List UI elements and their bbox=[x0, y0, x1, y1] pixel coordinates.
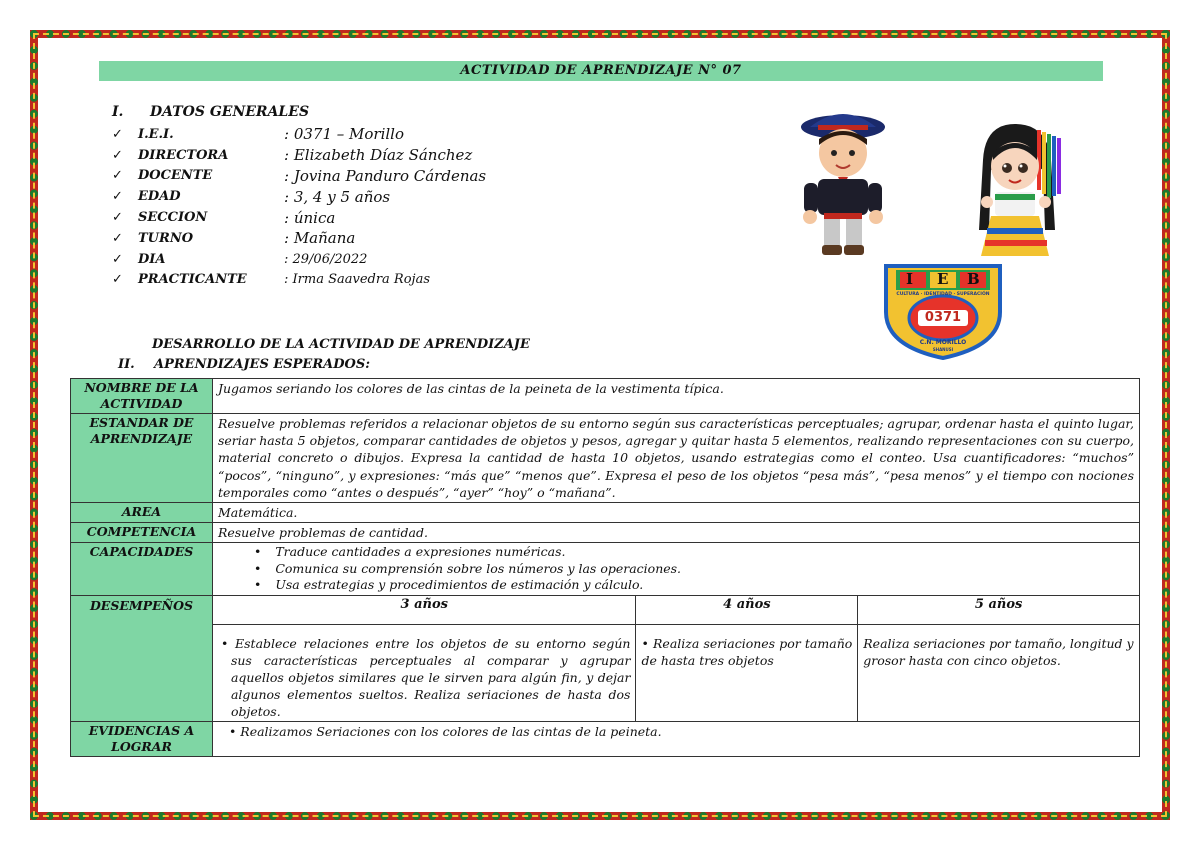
datos-row bbox=[112, 228, 486, 249]
badge-letter: I bbox=[906, 270, 914, 288]
badge-motto: CULTURA · IDENTIDAD · SUPERACIÓN bbox=[896, 292, 990, 297]
datos-label: DOCENTE bbox=[138, 168, 213, 184]
evidencias-label: EVIDENCIAS A LOGRAR bbox=[71, 721, 213, 756]
check-icon: ✓ bbox=[112, 251, 123, 267]
page-title: ACTIVIDAD DE APRENDIZAJE N° 07 bbox=[99, 61, 1103, 81]
datos-label: DIA bbox=[138, 251, 166, 267]
badge-school: C.N. MORILLO bbox=[919, 339, 967, 346]
check-icon: ✓ bbox=[112, 230, 123, 246]
datos-value: : Jovina Panduro Cárdenas bbox=[284, 166, 487, 185]
activity-table bbox=[70, 378, 1140, 757]
check-icon: ✓ bbox=[112, 210, 123, 226]
section-number: I. bbox=[112, 104, 124, 120]
datos-row bbox=[112, 124, 486, 145]
nombre-label: NOMBRE DE LA ACTIVIDAD bbox=[71, 379, 213, 414]
school-badge bbox=[882, 262, 1004, 360]
datos-value: : 29/06/2022 bbox=[284, 251, 368, 267]
capacidades-cell bbox=[212, 543, 1139, 596]
datos-label: EDAD bbox=[138, 189, 181, 205]
nombre-value: Jugamos seriando los colores de las cintas de la peineta de la vestimenta típica. bbox=[212, 379, 1139, 414]
desempeno-value-3: • Establece relaciones entre los objetos de su entorno según sus características perceptuales al comparar y agrupar aquellos objetos similares que le sirven para algún fin, y dejar algunos elementos sueltos. Realiza seriaciones de hasta dos objetos. bbox=[212, 624, 636, 721]
datos-row bbox=[112, 145, 486, 166]
datos-label: SECCION bbox=[138, 210, 208, 226]
check-icon: ✓ bbox=[112, 272, 123, 288]
table-row bbox=[71, 523, 1140, 543]
table-row bbox=[71, 414, 1140, 503]
datos-generales bbox=[112, 104, 486, 290]
table-row bbox=[71, 543, 1140, 596]
datos-label: DIRECTORA bbox=[138, 147, 229, 163]
table-row bbox=[71, 595, 1140, 624]
table-row bbox=[71, 721, 1140, 756]
competencia-label: COMPETENCIA bbox=[71, 523, 213, 543]
estandar-label: ESTANDAR DE APRENDIZAJE bbox=[71, 414, 213, 503]
estandar-value: Resuelve problemas referidos a relacionar objetos de su entorno según sus características perceptuales; agrupar, ordenar hasta el quinto lugar, seriar hasta 5 objetos, comparar cantidades de objetos y pesos, agregar y quitar hasta 5 elementos, realizando representaciones con su cuerpo, material concreto o dibujos. Expresa la cantidad de hasta 10 objetos, usando estrategias como el conteo. Usa cuantificadores: “muchos” “pocos”, “ninguno”, y expresiones: “más que” “menos que”. Expresa el peso de los objetos “pesa más”, “pesa menos” y el tiempo con nociones temporales como “antes o después”, “ayer” “hoy” o “mañana”. bbox=[212, 414, 1139, 503]
competencia-value: Resuelve problemas de cantidad. bbox=[212, 523, 1139, 543]
datos-row bbox=[112, 270, 486, 291]
datos-value: : Irma Saavedra Rojas bbox=[284, 272, 431, 288]
datos-label: PRACTICANTE bbox=[138, 272, 247, 288]
table-row bbox=[71, 624, 1140, 721]
badge-letter: B bbox=[967, 270, 980, 288]
datos-row bbox=[112, 207, 486, 228]
list-item: • Traduce cantidades a expresiones numéricas. bbox=[276, 544, 1134, 561]
desempeno-header-5: 5 años bbox=[858, 595, 1140, 624]
desempeno-value-5: Realiza seriaciones por tamaño, longitud y grosor hasta con cinco objetos. bbox=[858, 624, 1140, 721]
capacidades-list bbox=[218, 544, 1134, 594]
check-icon: ✓ bbox=[112, 168, 123, 184]
datos-label: I.E.I. bbox=[138, 126, 174, 142]
evidencias-value: • Realizamos Seriaciones con los colores de las cintas de la peineta. bbox=[212, 721, 1139, 756]
section-heading: APRENDIZAJES ESPERADOS: bbox=[154, 357, 371, 372]
datos-value: : 3, 4 y 5 años bbox=[284, 187, 391, 206]
datos-row bbox=[112, 249, 486, 270]
badge-number: 0371 bbox=[924, 310, 962, 325]
desempeno-header-3: 3 años bbox=[212, 595, 636, 624]
check-icon: ✓ bbox=[112, 147, 123, 163]
section-heading: DATOS GENERALES bbox=[150, 104, 310, 120]
datos-value: : Mañana bbox=[284, 229, 356, 248]
check-icon: ✓ bbox=[112, 126, 123, 142]
desempenos-label: DESEMPEÑOS bbox=[71, 595, 213, 721]
list-item: • Usa estrategias y procedimientos de estimación y cálculo. bbox=[276, 577, 1134, 594]
badge-letter: E bbox=[937, 270, 949, 288]
check-icon: ✓ bbox=[112, 189, 123, 205]
list-item: • Comunica su comprensión sobre los números y las operaciones. bbox=[276, 561, 1134, 578]
area-label: AREA bbox=[71, 503, 213, 523]
datos-value: : Elizabeth Díaz Sánchez bbox=[284, 146, 473, 165]
desempeno-header-4: 4 años bbox=[636, 595, 858, 624]
table-row bbox=[71, 379, 1140, 414]
girl-illustration bbox=[965, 120, 1070, 260]
datos-value: : 0371 – Morillo bbox=[284, 125, 405, 144]
datos-value: : única bbox=[284, 208, 336, 227]
capacidades-label: CAPACIDADES bbox=[71, 543, 213, 596]
datos-label: TURNO bbox=[138, 230, 194, 246]
desarrollo-title: DESARROLLO DE LA ACTIVIDAD DE APRENDIZAJE bbox=[152, 337, 530, 352]
aprendizajes-heading bbox=[118, 357, 370, 372]
datos-heading bbox=[112, 104, 486, 120]
desempeno-value-4: • Realiza seriaciones por tamaño de hasta tres objetos bbox=[636, 624, 858, 721]
table-row bbox=[71, 503, 1140, 523]
datos-row bbox=[112, 166, 486, 187]
boy-illustration bbox=[788, 105, 898, 260]
badge-place: SHANUSI bbox=[932, 347, 954, 352]
datos-row bbox=[112, 186, 486, 207]
section-number: II. bbox=[118, 357, 135, 372]
area-value: Matemática. bbox=[212, 503, 1139, 523]
